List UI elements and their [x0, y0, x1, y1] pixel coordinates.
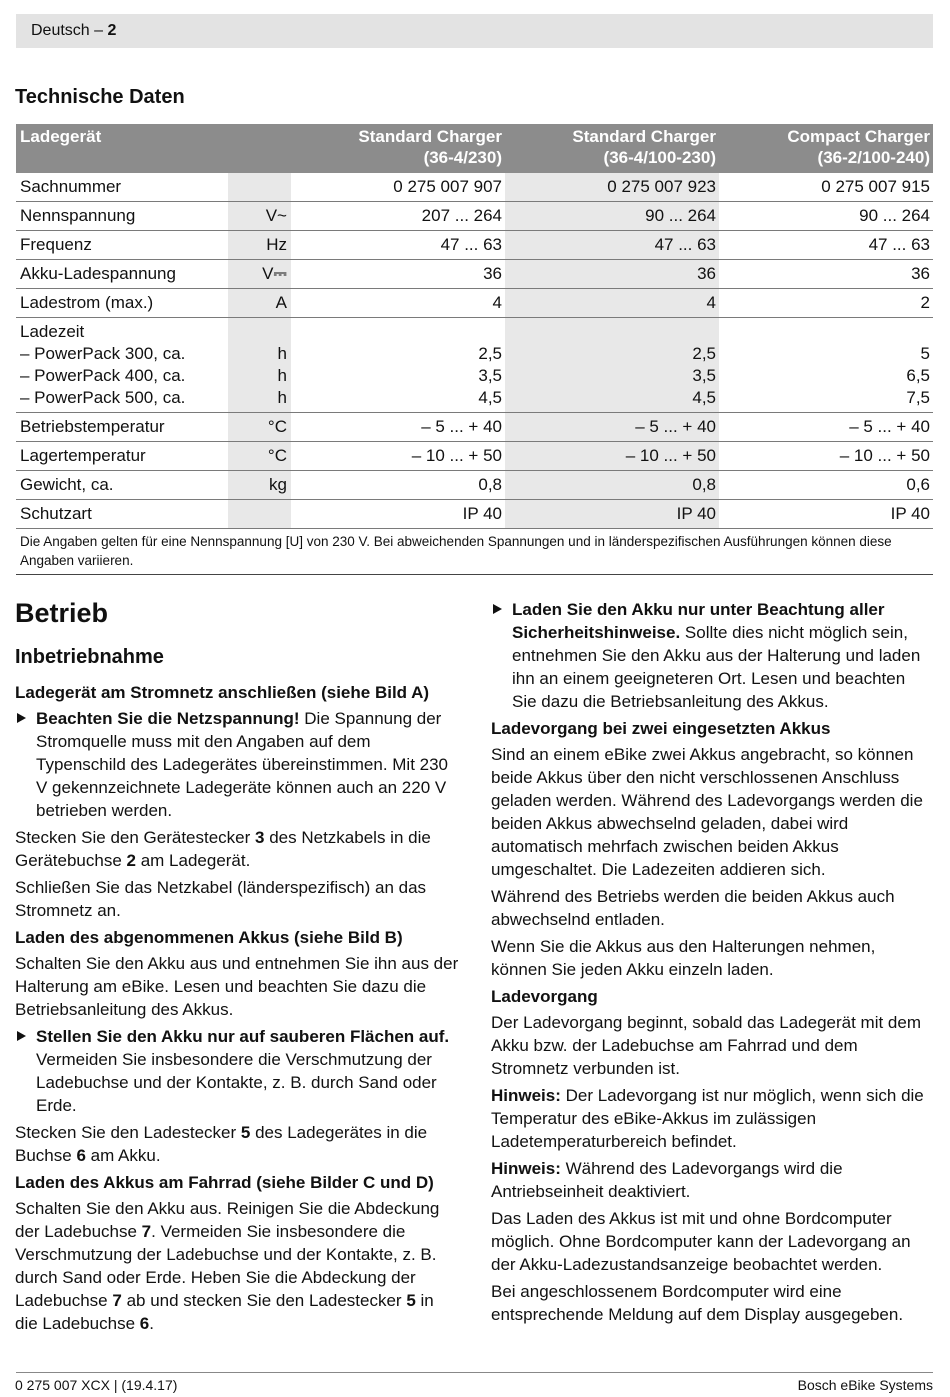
spec-value: IP 40 — [505, 500, 719, 529]
spec-value: 47 ... 63 — [719, 231, 933, 260]
footer-doc-id: 0 275 007 XCX | (19.4.17) — [15, 1377, 178, 1393]
spec-value: 0,8 — [505, 471, 719, 500]
spec-label: Betriebstemperatur — [16, 413, 228, 442]
spec-row — [16, 231, 933, 260]
left-column — [15, 596, 460, 1339]
header-separator: – — [89, 22, 108, 39]
spec-value: – 5 ... + 40 — [291, 413, 505, 442]
spec-label: Ladestrom (max.) — [16, 289, 228, 318]
spec-value: – 10 ... + 50 — [719, 442, 933, 471]
spec-row — [16, 471, 933, 500]
spec-unit: Hz — [228, 231, 291, 260]
paragraph: Bei angeschlossenem Bordcomputer wird eine entsprechende Meldung auf dem Display ausgegeben. — [491, 1282, 904, 1324]
spec-label: Akku-Ladespannung — [16, 260, 228, 289]
spec-unit: V⎓ — [228, 260, 291, 289]
spec-value: – 10 ... + 50 — [291, 442, 505, 471]
section-heading-betrieb: Betrieb — [15, 598, 109, 628]
triangle-bullet-icon — [17, 713, 26, 723]
spec-value: IP 40 — [719, 500, 933, 529]
spec-label: Ladezeit – PowerPack 300, ca. – PowerPack 400, ca. – PowerPack 500, ca. — [16, 318, 228, 413]
spec-row — [16, 500, 933, 529]
spec-row — [16, 173, 933, 202]
subsection-title: Laden des Akkus am Fahrrad (siehe Bilder C und D) — [15, 1173, 434, 1192]
paragraph: Schließen Sie das Netzkabel (länderspezifisch) an das Stromnetz an. — [15, 878, 427, 920]
spec-value: 47 ... 63 — [505, 231, 719, 260]
spec-row — [16, 289, 933, 318]
spec-row — [16, 442, 933, 471]
warning-bullet: Laden Sie den Akku nur unter Beachtung aller Sicherheitshinweise. Sollte dies nicht möglich sein, entnehmen Sie den Akku aus der Halterung und laden ihn an einem geeigneteren Ort. Lesen und beachten Sie dazu die Betriebsanleitung des Akkus. — [491, 598, 933, 713]
spec-row — [16, 202, 933, 231]
spec-value: 2,5 3,5 4,5 — [291, 318, 505, 413]
page-number: 2 — [107, 22, 117, 39]
paragraph: Das Laden des Akkus ist mit und ohne Bordcomputer möglich. Ohne Bordcomputer kann der Ladevorgang an der Akku-Ladezustandsanzeige beobachtet werden. — [491, 1209, 911, 1274]
spec-col-header: Ladegerät — [16, 124, 291, 173]
spec-unit: A — [228, 289, 291, 318]
note-paragraph: Hinweis: Während des Ladevorgangs wird die Antriebseinheit deaktiviert. — [491, 1159, 843, 1201]
spec-value: – 5 ... + 40 — [505, 413, 719, 442]
paragraph: Sind an einem eBike zwei Akkus angebracht, so können beide Akkus über den nicht verschlossenen Anschluss geladen werden. Während des Ladevorgangs werden die beiden Akkus abwechselnd geladen, dabei wird automatisch mehrfach zwischen beiden Akkus umgeschaltet. Die Ladezeiten addieren sich. — [491, 745, 923, 879]
triangle-bullet-icon — [493, 604, 502, 614]
paragraph: Schalten Sie den Akku aus. Reinigen Sie die Abdeckung der Ladebuchse 7. Vermeiden Sie insbesondere die Verschmutzung der Ladebuchse und der Kontakte, z. B. durch Sand oder Erde. Heben Sie die Abdeckung der Ladebuchse 7 ab und stecken Sie den Ladestecker 5 in die Ladebuchse 6. — [15, 1199, 440, 1333]
spec-note: Die Angaben gelten für eine Nennspannung [U] von 230 V. Bei abweichenden Spannungen und in länderspezifischen Ausführungen können diese Angaben variieren. — [16, 529, 933, 575]
spec-label: Lagertemperatur — [16, 442, 228, 471]
spec-value: 0,8 — [291, 471, 505, 500]
spec-value: 4 — [505, 289, 719, 318]
spec-value: 2 — [719, 289, 933, 318]
spec-value: 2,5 3,5 4,5 — [505, 318, 719, 413]
paragraph: Stecken Sie den Gerätestecker 3 des Netzkabels in die Gerätebuchse 2 am Ladegerät. — [15, 828, 431, 870]
spec-value: 0 275 007 907 — [291, 173, 505, 202]
spec-label: Frequenz — [16, 231, 228, 260]
spec-unit: °C — [228, 413, 291, 442]
paragraph: Wenn Sie die Akkus aus den Halterungen nehmen, können Sie jeden Akku einzeln laden. — [491, 937, 876, 979]
footer-divider — [16, 1372, 933, 1373]
right-column — [491, 598, 933, 1330]
spec-value: 47 ... 63 — [291, 231, 505, 260]
spec-label: Sachnummer — [16, 173, 228, 202]
note-paragraph: Hinweis: Der Ladevorgang ist nur möglich, wenn sich die Temperatur des eBike-Akkus im zulässigen Ladetemperaturbereich befindet. — [491, 1086, 924, 1151]
spec-unit: V~ — [228, 202, 291, 231]
warning-bullet: Stellen Sie den Akku nur auf sauberen Flächen auf. Vermeiden Sie insbesondere die Verschmutzung der Ladebuchse und der Kontakte, z. B. durch Sand oder Erde. — [15, 1025, 460, 1117]
tech-data-heading: Technische Daten — [15, 86, 185, 108]
header-language: Deutsch — [31, 22, 90, 39]
subsection-title: Ladegerät am Stromnetz anschließen (siehe Bild A) — [15, 683, 430, 702]
paragraph: Der Ladevorgang beginnt, sobald das Ladegerät mit dem Akku bzw. der Ladebuchse am Fahrrad und dem Stromnetz verbunden ist. — [491, 1013, 922, 1078]
spec-row-ladezeit — [16, 318, 933, 413]
spec-value: 207 ... 264 — [291, 202, 505, 231]
spec-row — [16, 413, 933, 442]
spec-value: 0,6 — [719, 471, 933, 500]
spec-value: 90 ... 264 — [505, 202, 719, 231]
page-header — [16, 14, 933, 48]
spec-value: 0 275 007 915 — [719, 173, 933, 202]
spec-col-header: Standard Charger (36‑4/230) — [291, 124, 505, 173]
warning-bullet: Beachten Sie die Netzspannung! Die Spannung der Stromquelle muss mit den Angaben auf dem Typenschild des Ladegerätes übereinstimmen. Mit 230 V gekennzeichnete Ladegeräte können auch an 220 V betrieben werden. — [15, 707, 460, 822]
spec-value: 5 6,5 7,5 — [719, 318, 933, 413]
section-heading-inbetriebnahme: Inbetriebnahme — [15, 646, 164, 668]
spec-unit — [228, 500, 291, 529]
spec-value: 0 275 007 923 — [505, 173, 719, 202]
spec-label: Gewicht, ca. — [16, 471, 228, 500]
spec-note-row — [16, 529, 933, 575]
spec-unit: °C — [228, 442, 291, 471]
triangle-bullet-icon — [17, 1031, 26, 1041]
spec-value: 36 — [719, 260, 933, 289]
spec-label: Nennspannung — [16, 202, 228, 231]
spec-label: Schutzart — [16, 500, 228, 529]
spec-col-header: Compact Charger (36‑2/100-240) — [719, 124, 933, 173]
spec-value: 36 — [505, 260, 719, 289]
spec-row — [16, 260, 933, 289]
spec-value: 4 — [291, 289, 505, 318]
spec-unit: h h h — [228, 318, 291, 413]
paragraph: Schalten Sie den Akku aus und entnehmen Sie ihn aus der Halterung am eBike. Lesen und beachten Sie dazu die Betriebsanleitung des Akkus. — [15, 954, 459, 1019]
paragraph: Während des Betriebs werden die beiden Akkus auch abwechselnd entladen. — [491, 887, 895, 929]
spec-value: 36 — [291, 260, 505, 289]
subsection-title: Ladevorgang bei zwei eingesetzten Akkus — [491, 719, 831, 738]
spec-value: 90 ... 264 — [719, 202, 933, 231]
spec-unit: kg — [228, 471, 291, 500]
subsection-title: Ladevorgang — [491, 987, 598, 1006]
paragraph: Stecken Sie den Ladestecker 5 des Ladegerätes in die Buchse 6 am Akku. — [15, 1123, 428, 1165]
spec-col-header: Standard Charger (36‑4/100-230) — [505, 124, 719, 173]
spec-value: – 10 ... + 50 — [505, 442, 719, 471]
spec-unit — [228, 173, 291, 202]
subsection-title: Laden des abgenommenen Akkus (siehe Bild B) — [15, 928, 403, 947]
spec-table — [16, 124, 933, 575]
footer-brand: Bosch eBike Systems — [797, 1377, 933, 1393]
spec-header-row — [16, 124, 933, 173]
spec-value: – 5 ... + 40 — [719, 413, 933, 442]
spec-value: IP 40 — [291, 500, 505, 529]
